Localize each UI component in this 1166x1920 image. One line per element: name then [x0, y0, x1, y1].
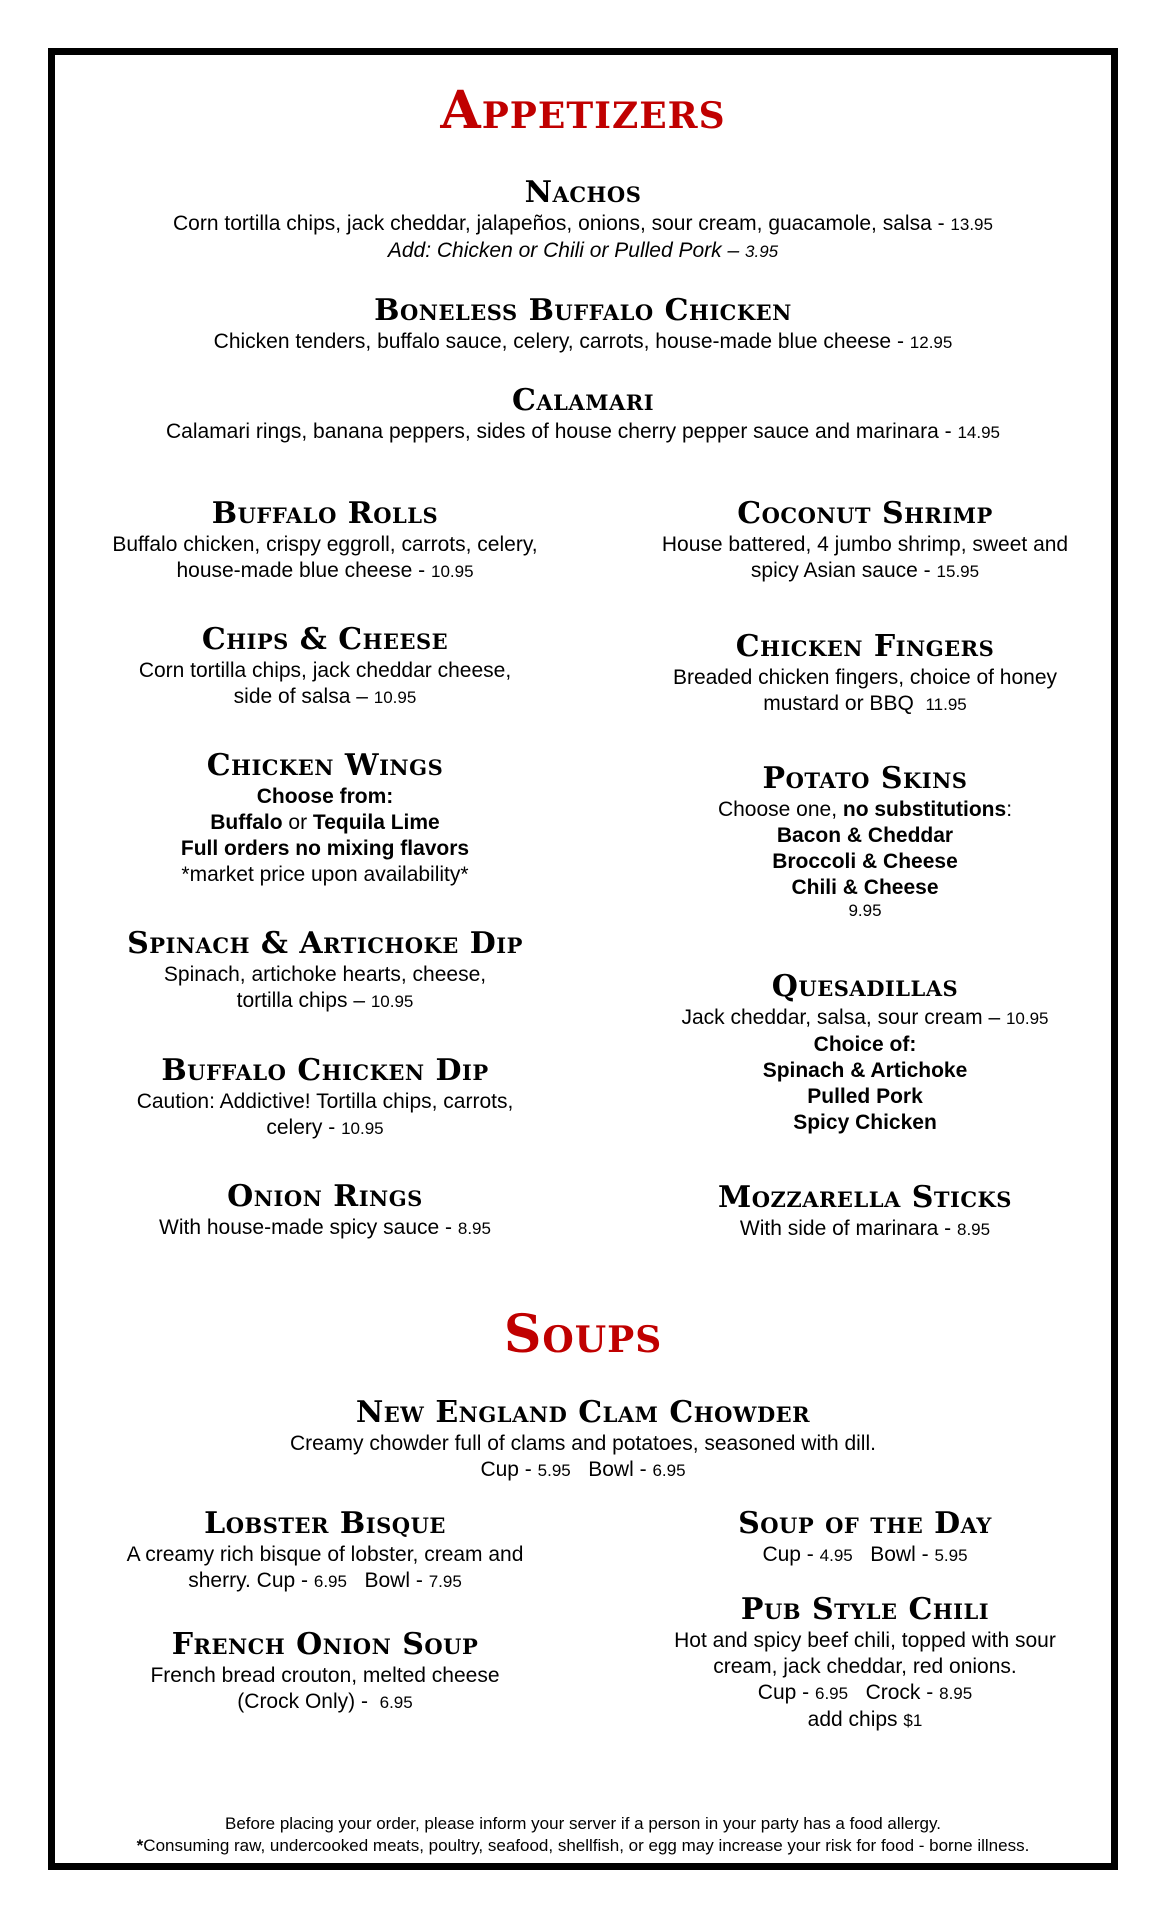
item-price: 10.95: [341, 1119, 384, 1138]
item-boneless-buffalo-chicken: [55, 293, 1111, 356]
item-clam-chowder: [55, 1395, 1111, 1484]
item-soup-of-the-day: [615, 1506, 1115, 1569]
item-chips-cheese: [75, 622, 575, 711]
crock-label: Crock -: [865, 1681, 934, 1704]
bowl-label: Bowl -: [588, 1458, 647, 1481]
item-price: 15.95: [936, 562, 980, 581]
item-nachos: [55, 175, 1111, 265]
wings-opt1: Buffalo: [210, 811, 283, 834]
item-desc: With house-made spicy sauce -: [159, 1216, 453, 1239]
cup-price: 6.95: [814, 1684, 849, 1703]
item-potato-skins: [615, 761, 1115, 921]
bowl-price: 7.95: [428, 1572, 462, 1591]
bowl-label: Bowl -: [870, 1543, 929, 1566]
item-desc: Calamari rings, banana peppers, sides of house cherry pepper sauce and marinara -: [166, 420, 952, 443]
item-price: 13.95: [950, 215, 993, 234]
item-price: 12.95: [909, 333, 953, 352]
item-name: Boneless Buffalo Chicken: [374, 293, 792, 328]
item-name: Potato Skins: [762, 761, 968, 796]
warning-text: Consuming raw, undercooked meats, poultry, seafood, shellfish, or egg may increase your risk for food - borne illness.: [143, 1836, 1030, 1855]
item-desc-line1: Caution: Addictive! Tortilla chips, carrots,: [136, 1090, 514, 1113]
item-desc-line2: cream, jack cheddar, red onions.: [713, 1655, 1017, 1678]
item-calamari: [55, 383, 1111, 446]
allergy-notice: Before placing your order, please inform your server if a person in your party has a food allergy.: [225, 1814, 941, 1833]
skins-opt1: Bacon & Cheddar: [776, 824, 954, 847]
wings-opt2: Tequila Lime: [312, 811, 440, 834]
cup-price: 4.95: [819, 1546, 853, 1565]
menu-frame: [48, 48, 1118, 1870]
item-price: 11.95: [925, 695, 967, 714]
item-name: Mozzarella Sticks: [718, 1180, 1012, 1215]
item-desc: Corn tortilla chips, jack cheddar, jalapeños, onions, sour cream, guacamole, salsa -: [173, 212, 945, 235]
item-name: Pub Style Chili: [740, 1592, 990, 1627]
item-desc: With side of marinara -: [739, 1217, 952, 1240]
item-name: Chips & Cheese: [201, 622, 449, 657]
warning-star: *: [136, 1836, 144, 1855]
item-desc-line1: Breaded chicken fingers, choice of honey: [672, 666, 1058, 689]
item-desc-line2: spicy Asian sauce -: [750, 559, 931, 582]
item-mozzarella-sticks: [615, 1180, 1115, 1243]
item-lobster-bisque: [75, 1506, 575, 1595]
item-desc: Creamy chowder full of clams and potatoes, seasoned with dill.: [290, 1432, 876, 1455]
consumption-warning: [55, 1835, 1111, 1857]
item-buffalo-rolls: [75, 496, 575, 585]
wings-choose: Choose from:: [256, 785, 394, 808]
item-chicken-wings: [75, 748, 575, 888]
item-desc-line2: (Crock Only) -: [237, 1690, 374, 1713]
bowl-label: Bowl -: [364, 1569, 423, 1592]
wings-market: *market price upon availability*: [181, 863, 469, 886]
item-desc-line1: Corn tortilla chips, jack cheddar cheese,: [138, 659, 512, 682]
item-desc-line1: Buffalo chicken, crispy eggroll, carrots, celery,: [112, 533, 538, 556]
cup-label: Cup -: [762, 1543, 814, 1566]
skins-colon: :: [1006, 798, 1013, 821]
item-name: Onion Rings: [227, 1179, 423, 1214]
item-price: 10.95: [1005, 1009, 1049, 1028]
item-name: Spinach & Artichoke Dip: [127, 926, 523, 961]
item-desc-line1: Hot and spicy beef chili, topped with sour: [674, 1629, 1056, 1652]
item-pub-style-chili: [615, 1592, 1115, 1734]
item-name: Quesadillas: [771, 969, 959, 1004]
item-quesadillas: [615, 969, 1115, 1136]
skins-opt3: Chili & Cheese: [791, 876, 939, 899]
item-price: 8.95: [956, 1220, 991, 1239]
item-name: Coconut Shrimp: [737, 496, 993, 531]
item-name: Buffalo Chicken Dip: [161, 1053, 489, 1088]
chips-price: $1: [903, 1711, 923, 1730]
addon-price: 3.95: [745, 242, 779, 261]
item-desc-line2: side of salsa –: [233, 685, 368, 708]
item-name: New England Clam Chowder: [355, 1395, 811, 1430]
item-name: Calamari: [511, 383, 655, 418]
chips-label: add chips: [807, 1708, 898, 1731]
wings-full-orders: Full orders no mixing flavors: [180, 837, 470, 860]
quesadilla-opt3: Spicy Chicken: [793, 1111, 937, 1134]
item-name: Soup of the Day: [738, 1506, 992, 1541]
item-buffalo-chicken-dip: [75, 1053, 575, 1142]
item-price: 10.95: [370, 992, 414, 1011]
item-desc-line1: French bread crouton, melted cheese: [150, 1664, 500, 1687]
item-desc-line2: mustard or BBQ: [763, 692, 920, 715]
item-name: Chicken Fingers: [735, 629, 995, 664]
item-price: 14.95: [957, 423, 1000, 442]
item-french-onion-soup: [75, 1627, 575, 1716]
skins-nosub: no substitutions: [842, 798, 1007, 821]
item-onion-rings: [75, 1179, 575, 1242]
item-desc-line1: A creamy rich bisque of lobster, cream and: [126, 1543, 524, 1566]
bowl-price: 6.95: [652, 1461, 686, 1480]
cup-price: 5.95: [537, 1461, 571, 1480]
item-desc-line2: sherry. Cup -: [188, 1569, 309, 1592]
item-chicken-fingers: [615, 629, 1115, 718]
item-name: Buffalo Rolls: [211, 496, 439, 531]
cup-label: Cup -: [757, 1681, 810, 1704]
item-price: 6.95: [379, 1693, 413, 1712]
item-price: 10.95: [373, 688, 417, 707]
cup-label: Cup -: [480, 1458, 532, 1481]
item-desc-line2: celery -: [266, 1116, 336, 1139]
item-desc-line1: Spinach, artichoke hearts, cheese,: [163, 963, 487, 986]
cup-price: 6.95: [313, 1572, 347, 1591]
quesadilla-choice: Choice of:: [813, 1033, 917, 1056]
quesadilla-opt1: Spinach & Artichoke: [762, 1059, 968, 1082]
item-name: Lobster Bisque: [204, 1506, 446, 1541]
quesadilla-opt2: Pulled Pork: [807, 1085, 923, 1108]
item-price: 8.95: [457, 1219, 491, 1238]
appetizers-title: Appetizers: [440, 80, 726, 141]
skins-opt2: Broccoli & Cheese: [772, 850, 958, 873]
item-desc-line1: Jack cheddar, salsa, sour cream –: [681, 1006, 1001, 1029]
skins-choose: Choose one,: [717, 798, 843, 821]
crock-price: 8.95: [939, 1684, 973, 1703]
item-desc-line1: House battered, 4 jumbo shrimp, sweet and: [661, 533, 1069, 556]
item-name: Chicken Wings: [206, 748, 444, 783]
item-addon: Add: Chicken or Chili or Pulled Pork –: [387, 239, 740, 262]
bowl-price: 5.95: [934, 1546, 968, 1565]
wings-or: or: [282, 811, 313, 834]
item-name: French Onion Soup: [171, 1627, 479, 1662]
item-price: 10.95: [430, 562, 474, 581]
item-desc-line2: house-made blue cheese -: [176, 559, 426, 582]
item-price: 9.95: [848, 901, 882, 920]
item-spinach-dip: [75, 926, 575, 1015]
soups-title: Soups: [503, 1304, 663, 1365]
item-desc-line2: tortilla chips –: [236, 989, 365, 1012]
item-coconut-shrimp: [615, 496, 1115, 585]
item-desc: Chicken tenders, buffalo sauce, celery, carrots, house-made blue cheese -: [213, 330, 904, 353]
item-name: Nachos: [524, 175, 642, 210]
